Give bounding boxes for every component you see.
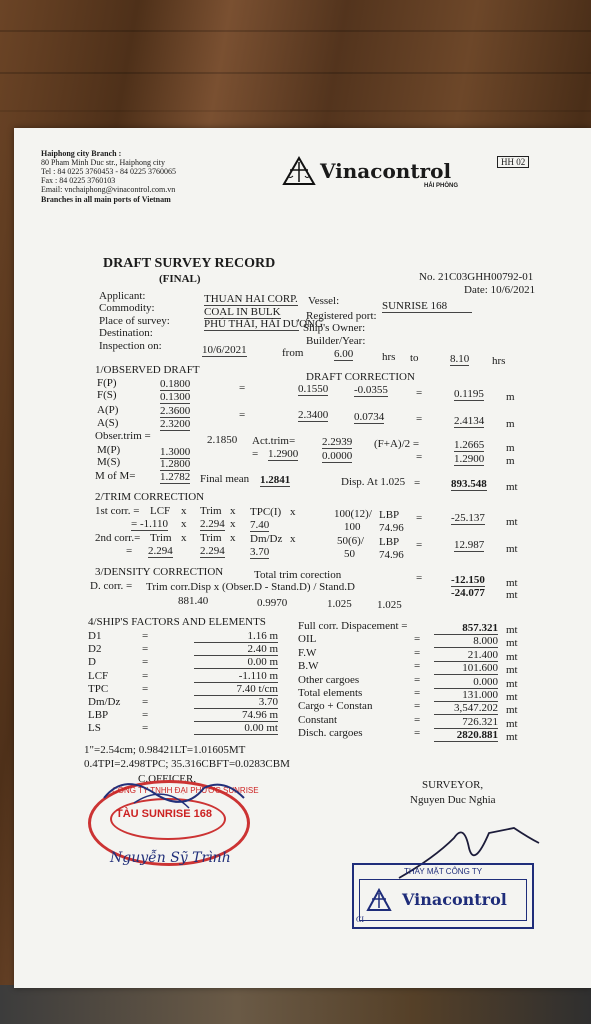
element-value: 857.321 bbox=[434, 622, 498, 635]
factor-eq: = bbox=[142, 682, 149, 695]
first-h-6: 100(12)/ bbox=[334, 508, 372, 520]
m-corr: 0.0000 bbox=[322, 450, 353, 462]
factor-value: -1.110 m bbox=[194, 670, 278, 683]
fp-label: F(P) bbox=[97, 377, 117, 389]
brand-name: Vinacontrol bbox=[320, 159, 452, 183]
second-h-6: 50(6)/ bbox=[337, 535, 364, 547]
vinacontrol-stamp bbox=[352, 863, 534, 929]
element-unit: mt bbox=[506, 691, 518, 703]
element-value: 131.000 bbox=[434, 689, 498, 702]
from-label: from bbox=[282, 347, 304, 359]
stand-d-value: 1.025 bbox=[327, 598, 352, 610]
vinacontrol-logo bbox=[282, 156, 472, 188]
draft-correction-title: DRAFT CORRECTION bbox=[306, 371, 415, 383]
second-v-3: 2.294 bbox=[200, 545, 225, 557]
dcorr-value: -24.077 bbox=[451, 587, 485, 599]
mofm-label: M of M= bbox=[95, 470, 136, 482]
a-unit: m bbox=[506, 418, 515, 430]
factor-label: LCF bbox=[88, 669, 109, 682]
factor-eq: = bbox=[142, 630, 149, 642]
as-label: A(S) bbox=[97, 417, 119, 429]
as-value: 2.3200 bbox=[160, 418, 191, 430]
officer-label: C.OFFICER, bbox=[138, 773, 197, 785]
dcorr-unit: mt bbox=[506, 589, 518, 601]
element-label: Full corr. Dispacement = bbox=[298, 620, 408, 632]
ap-value: 2.3600 bbox=[160, 405, 191, 417]
factor-eq: = bbox=[142, 669, 149, 682]
total-trim-value: -12.150 bbox=[451, 574, 485, 586]
destination-label: Destination: bbox=[99, 327, 153, 339]
factor-label: D bbox=[88, 656, 96, 669]
element-value: 3,547.202 bbox=[434, 702, 498, 715]
factor-value: 0.00 m bbox=[194, 656, 278, 669]
first-h-4: TPC(I) bbox=[250, 506, 282, 518]
factor-eq: = bbox=[142, 722, 149, 735]
element-value: 726.321 bbox=[434, 716, 498, 729]
second-res-eq: = bbox=[416, 539, 423, 551]
a-result: 2.4134 bbox=[454, 415, 485, 427]
first-result: -25.137 bbox=[451, 512, 485, 524]
conversion-note-2: 0.4TPI=2.498TPC; 35.316CBFT=0.0283CBM bbox=[84, 758, 290, 770]
density-title: 3/DENSITY CORRECTION bbox=[95, 566, 224, 578]
element-unit: mt bbox=[506, 677, 518, 690]
second-v-7: 74.96 bbox=[379, 549, 404, 561]
element-eq: = bbox=[414, 673, 421, 686]
second-unit: mt bbox=[506, 543, 518, 555]
branch-email: Email: vnchaiphong@vinacontrol.com.vn bbox=[41, 185, 176, 194]
observed-title: 1/OBSERVED DRAFT bbox=[95, 364, 200, 376]
factor-eq: = bbox=[142, 709, 149, 722]
element-label: OIL bbox=[298, 633, 317, 646]
first-v-3: x bbox=[230, 518, 236, 530]
stand-d-value-2: 1.025 bbox=[377, 599, 402, 611]
place-label: Place of survey: bbox=[99, 315, 170, 327]
surveyor-name: Nguyen Duc Nghia bbox=[410, 794, 496, 806]
hrs-label-1: hrs bbox=[382, 351, 396, 363]
factors-title: 4/SHIP'S FACTORS AND ELEMENTS bbox=[88, 616, 266, 628]
element-label: Other cargoes bbox=[298, 673, 360, 686]
m-unit: m bbox=[506, 455, 515, 467]
element-value: 101.600 bbox=[434, 662, 498, 675]
branch-address: 80 Pham Minh Duc str., Haiphong city bbox=[41, 158, 165, 167]
factor-value: 0.00 mt bbox=[194, 722, 278, 735]
second-result: 12.987 bbox=[454, 539, 485, 551]
m-eq: = bbox=[252, 448, 259, 460]
factor-label: LBP bbox=[88, 709, 109, 722]
first-v-7: 74.96 bbox=[379, 522, 404, 534]
factor-label: TPC bbox=[88, 682, 109, 695]
factor-value: 3.70 bbox=[194, 696, 278, 709]
element-value: 8.000 bbox=[434, 635, 498, 648]
a-eq: = bbox=[239, 409, 246, 421]
owner-label: Ship's Owner: bbox=[303, 322, 366, 334]
factor-value: 7.40 t/cm bbox=[194, 683, 278, 696]
vessel-label: Vessel: bbox=[308, 295, 340, 307]
m-mean: 1.2900 bbox=[268, 448, 299, 460]
dcorr-formula: Trim corr.Disp x (Obser.D - Stand.D) / Stand.D bbox=[146, 581, 355, 593]
element-eq: = bbox=[414, 646, 421, 659]
f-unit: m bbox=[506, 391, 515, 403]
branch-tel: Tel : 84 0225 3760453 - 84 0225 3760065 bbox=[41, 167, 176, 176]
a-res-eq: = bbox=[416, 413, 423, 425]
fp-value: 0.1800 bbox=[160, 378, 191, 390]
second-h-2: Trim bbox=[200, 532, 222, 544]
commodity-value: COAL IN BULK bbox=[204, 306, 281, 318]
inspection-date: 10/6/2021 bbox=[202, 344, 247, 356]
second-h-7: LBP bbox=[379, 536, 400, 548]
registered-port-label: Registered port: bbox=[306, 310, 377, 322]
element-label: Disch. cargoes bbox=[298, 727, 363, 740]
ms-label: M(S) bbox=[97, 456, 121, 468]
final-mean-value: 1.2841 bbox=[260, 474, 291, 486]
a-mean: 2.3400 bbox=[298, 409, 329, 421]
scales-icon bbox=[366, 888, 392, 912]
element-unit: mt bbox=[506, 624, 518, 636]
hrs-label-2: hrs bbox=[492, 355, 506, 367]
element-unit: mt bbox=[506, 717, 518, 730]
ship-stamp-ring: CÔNG TY TNHH ĐẠI PHƯỚC SUNRISE bbox=[112, 786, 259, 795]
branch-network: Branches in all main ports of Vietnam bbox=[41, 195, 171, 204]
blue-stamp-code: CI bbox=[356, 915, 364, 924]
element-label: F.W bbox=[298, 646, 317, 659]
trim-title: 2/TRIM CORRECTION bbox=[95, 491, 205, 503]
first-h-2: Trim bbox=[200, 505, 222, 517]
f-corr: -0.0355 bbox=[354, 384, 388, 396]
element-eq: = bbox=[414, 700, 421, 713]
record-number: No. 21C03GHH00792-01 bbox=[419, 271, 534, 283]
first-v-2: 2.294 bbox=[200, 518, 225, 530]
factor-label: Dm/Dz bbox=[88, 696, 121, 708]
element-unit: mt bbox=[506, 650, 518, 663]
f-result: 0.1195 bbox=[454, 388, 484, 400]
factor-value: 1.16 m bbox=[194, 630, 278, 643]
element-eq: = bbox=[414, 633, 421, 646]
ap-label: A(P) bbox=[97, 404, 119, 416]
obser-trim-value: 2.1850 bbox=[207, 434, 238, 446]
conversion-note-1: 1"=2.54cm; 0.98421LT=1.01605MT bbox=[84, 744, 246, 756]
element-unit: mt bbox=[506, 664, 518, 677]
fa2-value: 1.2665 bbox=[454, 439, 485, 451]
first-h-3: x bbox=[230, 505, 236, 517]
element-unit: mt bbox=[506, 731, 518, 744]
ship-stamp-text: TÀU SUNRISE 168 bbox=[116, 808, 212, 820]
total-trim-label: Total trim corection bbox=[254, 569, 342, 581]
act-trim-label: Act.trim= bbox=[252, 435, 296, 447]
mp-label: M(P) bbox=[97, 444, 121, 456]
disp-value: 893.548 bbox=[451, 478, 487, 490]
record-title: DRAFT SURVEY RECORD bbox=[103, 256, 276, 271]
second-h-4: Dm/Dz bbox=[250, 533, 283, 545]
element-unit: mt bbox=[506, 637, 518, 650]
applicant-label: Applicant: bbox=[99, 290, 146, 302]
fa2-label: (F+A)/2 = bbox=[374, 438, 420, 450]
element-value: 21.400 bbox=[434, 649, 498, 662]
disp-label: Disp. At 1.025 bbox=[341, 476, 406, 488]
form-code: HH 02 bbox=[497, 156, 529, 168]
factor-eq: = bbox=[142, 696, 149, 708]
obser-trim-label: Obser.trim = bbox=[95, 430, 151, 442]
surveyor-label: SURVEYOR, bbox=[422, 779, 484, 791]
f-mean: 0.1550 bbox=[298, 383, 329, 395]
first-v-6: 100 bbox=[344, 521, 361, 533]
first-v-0: = -1.110 bbox=[131, 518, 168, 530]
to-time: 8.10 bbox=[450, 353, 470, 365]
factor-label: LS bbox=[88, 722, 101, 735]
first-v-1: x bbox=[181, 518, 187, 530]
vessel-value: SUNRISE 168 bbox=[382, 300, 472, 313]
mp-value: 1.3000 bbox=[160, 446, 191, 458]
disp-eq: = bbox=[414, 477, 421, 489]
element-label: Cargo + Constan bbox=[298, 700, 373, 713]
disp-corr-value: 881.40 bbox=[178, 595, 209, 607]
first-h-7: LBP bbox=[379, 509, 400, 521]
commodity-label: Commodity: bbox=[99, 302, 155, 314]
to-label: to bbox=[410, 352, 419, 364]
total-unit: mt bbox=[506, 577, 518, 589]
factor-label: D1 bbox=[88, 630, 102, 642]
second-h-5: x bbox=[290, 533, 296, 545]
second-h-0: Trim bbox=[150, 532, 172, 544]
first-h-1: x bbox=[181, 505, 187, 517]
factor-label: D2 bbox=[88, 643, 102, 656]
first-unit: mt bbox=[506, 516, 518, 528]
brand-sub: HẢI PHÒNG bbox=[424, 183, 459, 189]
factor-eq: = bbox=[142, 656, 149, 669]
branch-title: Haiphong city Branch : bbox=[41, 149, 122, 158]
document-sheet bbox=[14, 128, 591, 988]
floor-strip bbox=[0, 985, 591, 1024]
dcorr-label: D. corr. = bbox=[90, 580, 133, 592]
blue-stamp-inner bbox=[359, 879, 527, 921]
factor-eq: = bbox=[142, 643, 149, 656]
first-corr-label: 1st corr. = bbox=[95, 505, 140, 517]
mofm-value: 1.2782 bbox=[160, 471, 191, 483]
second-v-6: 50 bbox=[344, 548, 355, 560]
factor-value: 74.96 m bbox=[194, 709, 278, 722]
element-label: B.W bbox=[298, 660, 319, 673]
element-eq: = bbox=[414, 660, 421, 673]
from-time: 6.00 bbox=[334, 348, 354, 360]
f-res-eq: = bbox=[416, 387, 423, 399]
second-v-5: 3.70 bbox=[250, 546, 270, 558]
record-date: Date: 10/6/2021 bbox=[464, 284, 536, 296]
element-eq: = bbox=[414, 687, 421, 699]
obser-d-value: 0.9970 bbox=[257, 597, 288, 609]
element-value: 0.000 bbox=[434, 676, 498, 689]
element-unit: mt bbox=[506, 704, 518, 717]
builder-label: Builder/Year: bbox=[306, 335, 366, 347]
officer-name: Nguyễn Sỹ Trình bbox=[110, 850, 231, 866]
element-eq: = bbox=[414, 727, 421, 740]
f-eq: = bbox=[239, 382, 246, 394]
second-v-1: 2.294 bbox=[148, 545, 173, 557]
second-v-0: = bbox=[126, 545, 133, 557]
record-subtitle: (FINAL) bbox=[159, 273, 201, 285]
m-res-eq: = bbox=[416, 451, 423, 463]
total-eq: = bbox=[416, 572, 423, 584]
blue-stamp-brand: Vinacontrol bbox=[402, 890, 507, 909]
place-value: PHÚ THÁI, HẢI DƯƠNG bbox=[204, 318, 323, 330]
disp-unit: mt bbox=[506, 481, 518, 493]
branch-fax: Fax : 84 0225 3760103 bbox=[41, 176, 116, 185]
blue-stamp-head: THAY MẶT CÔNG TY bbox=[404, 867, 483, 876]
scales-icon bbox=[282, 156, 316, 186]
element-value: 2820.881 bbox=[434, 729, 498, 742]
final-mean-label: Final mean bbox=[200, 473, 250, 485]
element-label: Constant bbox=[298, 713, 338, 726]
fs-label: F(S) bbox=[97, 389, 117, 401]
first-v-4: 7.40 bbox=[250, 519, 270, 531]
element-label: Total elements bbox=[298, 687, 363, 699]
second-h-3: x bbox=[230, 532, 236, 544]
m-result: 1.2900 bbox=[454, 453, 485, 465]
first-h-5: x bbox=[290, 506, 296, 518]
applicant-value: THUAN HAI CORP. bbox=[204, 293, 298, 305]
first-res-eq: = bbox=[416, 512, 423, 524]
inspection-label: Inspection on: bbox=[99, 340, 162, 352]
act-trim-value: 2.2939 bbox=[322, 436, 353, 448]
first-h-0: LCF bbox=[150, 505, 171, 517]
second-corr-label: 2nd corr.= bbox=[95, 532, 141, 544]
a-corr: 0.0734 bbox=[354, 411, 385, 423]
factor-value: 2.40 m bbox=[194, 643, 278, 656]
fs-value: 0.1300 bbox=[160, 391, 191, 403]
element-eq: = bbox=[414, 713, 421, 726]
second-h-1: x bbox=[181, 532, 187, 544]
fa2-unit: m bbox=[506, 442, 515, 454]
ms-value: 1.2800 bbox=[160, 458, 191, 470]
